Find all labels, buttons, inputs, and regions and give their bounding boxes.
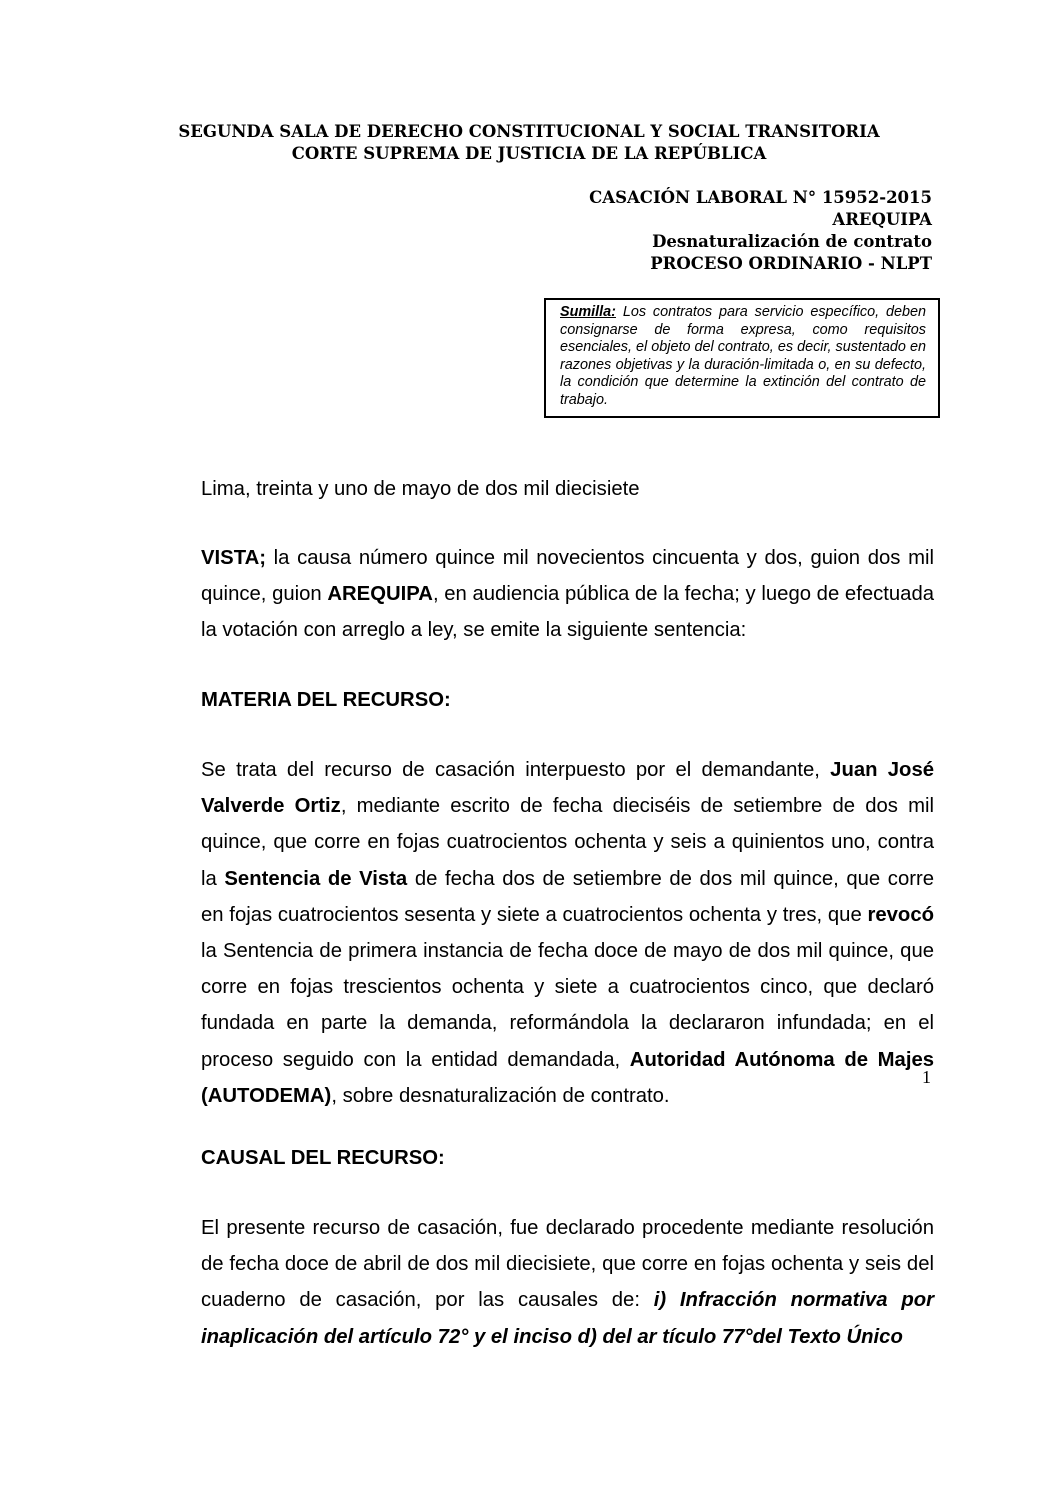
- case-city: AREQUIPA: [832, 210, 932, 229]
- vista-paragraph: VISTA; la causa número quince mil novecientos cincuenta y dos, guion dos mil quince, guion AREQUIPA, en audiencia pública de la fecha; y luego de efectuada la votación con arreglo a ley, se emite la siguiente sentencia:: [201, 547, 934, 642]
- page-number: 1: [922, 1067, 931, 1087]
- case-number: CASACIÓN LABORAL N° 15952-2015: [589, 188, 932, 207]
- court-chamber-title: SEGUNDA SALA DE DERECHO CONSTITUCIONAL Y SOCIAL TRANSITORIA: [178, 122, 880, 141]
- causal-infraccion: i) Infracción normativa por inaplicación del artículo 72° y el inciso d) del ar tículo 77°del Texto Único: [201, 1289, 934, 1348]
- sumilla-label: Sumilla:: [560, 304, 616, 320]
- case-subject: Desnaturalización de contrato: [652, 232, 932, 251]
- plaintiff-name: Juan José Valverde Ortiz: [201, 759, 934, 818]
- vista-label: VISTA;: [201, 547, 266, 569]
- sentencia-de-vista: Sentencia de Vista: [224, 867, 408, 890]
- materia-paragraph: Se trata del recurso de casación interpuesto por el demandante, Juan José Valverde Ortiz, mediante escrito de fecha dieciséis de setiembre de dos mil quince, que corre en fojas cuatrocientos ochenta y seis a quinientos uno, contra la Sentencia de Vista de fecha dos de setiembre de dos mil quince, que corre en fojas cuatrocientos sesenta y siete a cuatrocientos ochenta y tres, que revocó la Sentencia de primera instancia de fecha doce de mayo de dos mil quince, que corre en fojas trescientos ochenta y siete a cuatrocientos cinco, que declaró fundada en parte la demanda, reformándola la declararon infundada; en el proceso seguido con la entidad demandada, Autoridad Autónoma de Majes (AUTODEMA), sobre desnaturalización de contrato.: [201, 759, 935, 1107]
- court-name-title: CORTE SUPREMA DE JUSTICIA DE LA REPÚBLICA: [291, 144, 767, 163]
- materia-heading: MATERIA DEL RECURSO:: [201, 689, 451, 711]
- case-process: PROCESO ORDINARIO - NLPT: [650, 254, 932, 273]
- date-line: Lima, treinta y uno de mayo de dos mil diecisiete: [201, 478, 640, 500]
- sumilla-box: [544, 298, 940, 418]
- defendant-name: Autoridad Autónoma de Majes (AUTODEMA): [201, 1048, 935, 1107]
- vista-city: AREQUIPA: [327, 583, 433, 606]
- revoco-text: revocó: [867, 903, 934, 926]
- sumilla-text: Los contratos para servicio específico, deben consignarse de forma expresa, como requisitos esenciales, el objeto del contrato, es decir, sustentado en razones objetivas y la duración-limitada o, en su defecto, la condición que determine la extinción del contrato de trabajo.: [560, 304, 926, 408]
- causal-heading: CAUSAL DEL RECURSO:: [201, 1147, 445, 1169]
- causal-paragraph: El presente recurso de casación, fue declarado procedente mediante resolución de fecha doce de abril de dos mil diecisiete, que corre en fojas ochenta y seis del cuaderno de casación, por las causales de: i) Infracción normativa por inaplicación del artículo 72° y el inciso d) del ar tículo 77°del Texto Único: [201, 1217, 934, 1348]
